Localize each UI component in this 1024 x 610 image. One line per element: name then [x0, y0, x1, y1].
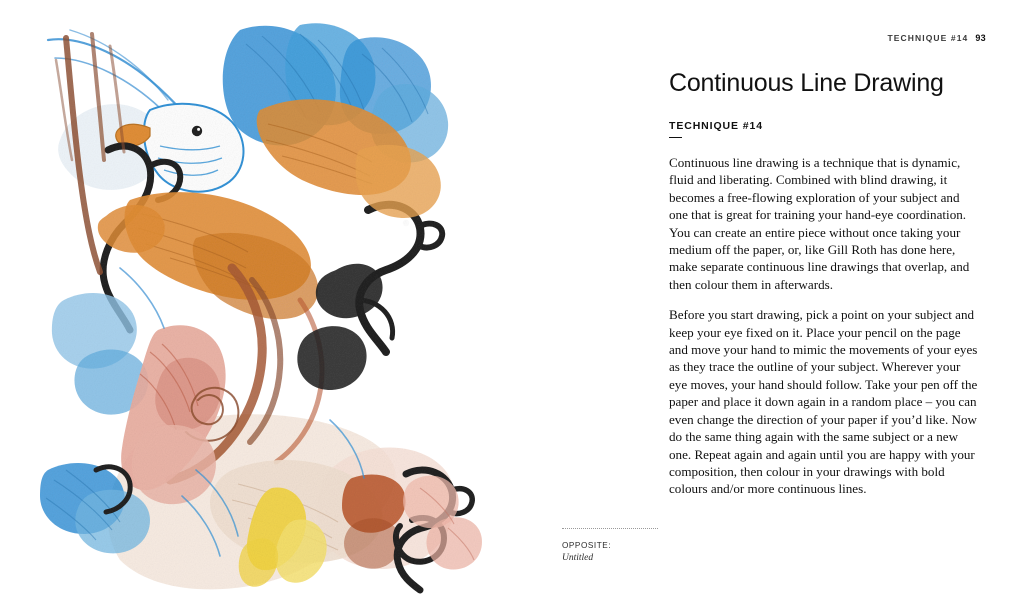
page-number: 93: [975, 33, 986, 43]
caption-divider: [562, 528, 658, 529]
article-text-column: [669, 68, 979, 498]
artwork-caption: [562, 528, 742, 563]
body-copy: [669, 154, 979, 498]
running-head-technique: TECHNIQUE #14: [887, 33, 969, 43]
caption-label: OPPOSITE:: [562, 541, 612, 550]
page-title: Continuous Line Drawing: [669, 69, 944, 97]
body-paragraph-1: Continuous line drawing is a technique that is dynamic, fluid and liberating. Combined with blind drawing, it becomes a free-flowing exploration of your subject and one that is great for training your hand-eye coordination. You can create an entire piece without once taking your medium off the paper, or, like Gill Roth has done here, make separate continuous line drawings that overlap, and then colour them in afterwards.: [669, 155, 970, 292]
body-paragraph-2: Before you start drawing, pick a point on your subject and keep your eye fixed on it. Place your pencil on the page and move your hand to mimic the movements of your eyes as they trace the outline of your subject. Wherever your eye moves, your hand should follow. Take your pen off the paper and place it down again in a random place – you can even change the direction of your paper if you’d like. Now do the same thing again with the same subject or a new one. Repeat again and again until you are happy with your composition, then colour in your drawings with bold colours and/or more continuous lines.: [669, 307, 978, 497]
kicker-divider: [669, 137, 682, 138]
caption-artwork-title: Untitled: [562, 553, 594, 563]
running-head: [887, 33, 986, 43]
technique-kicker: TECHNIQUE #14: [669, 120, 763, 132]
